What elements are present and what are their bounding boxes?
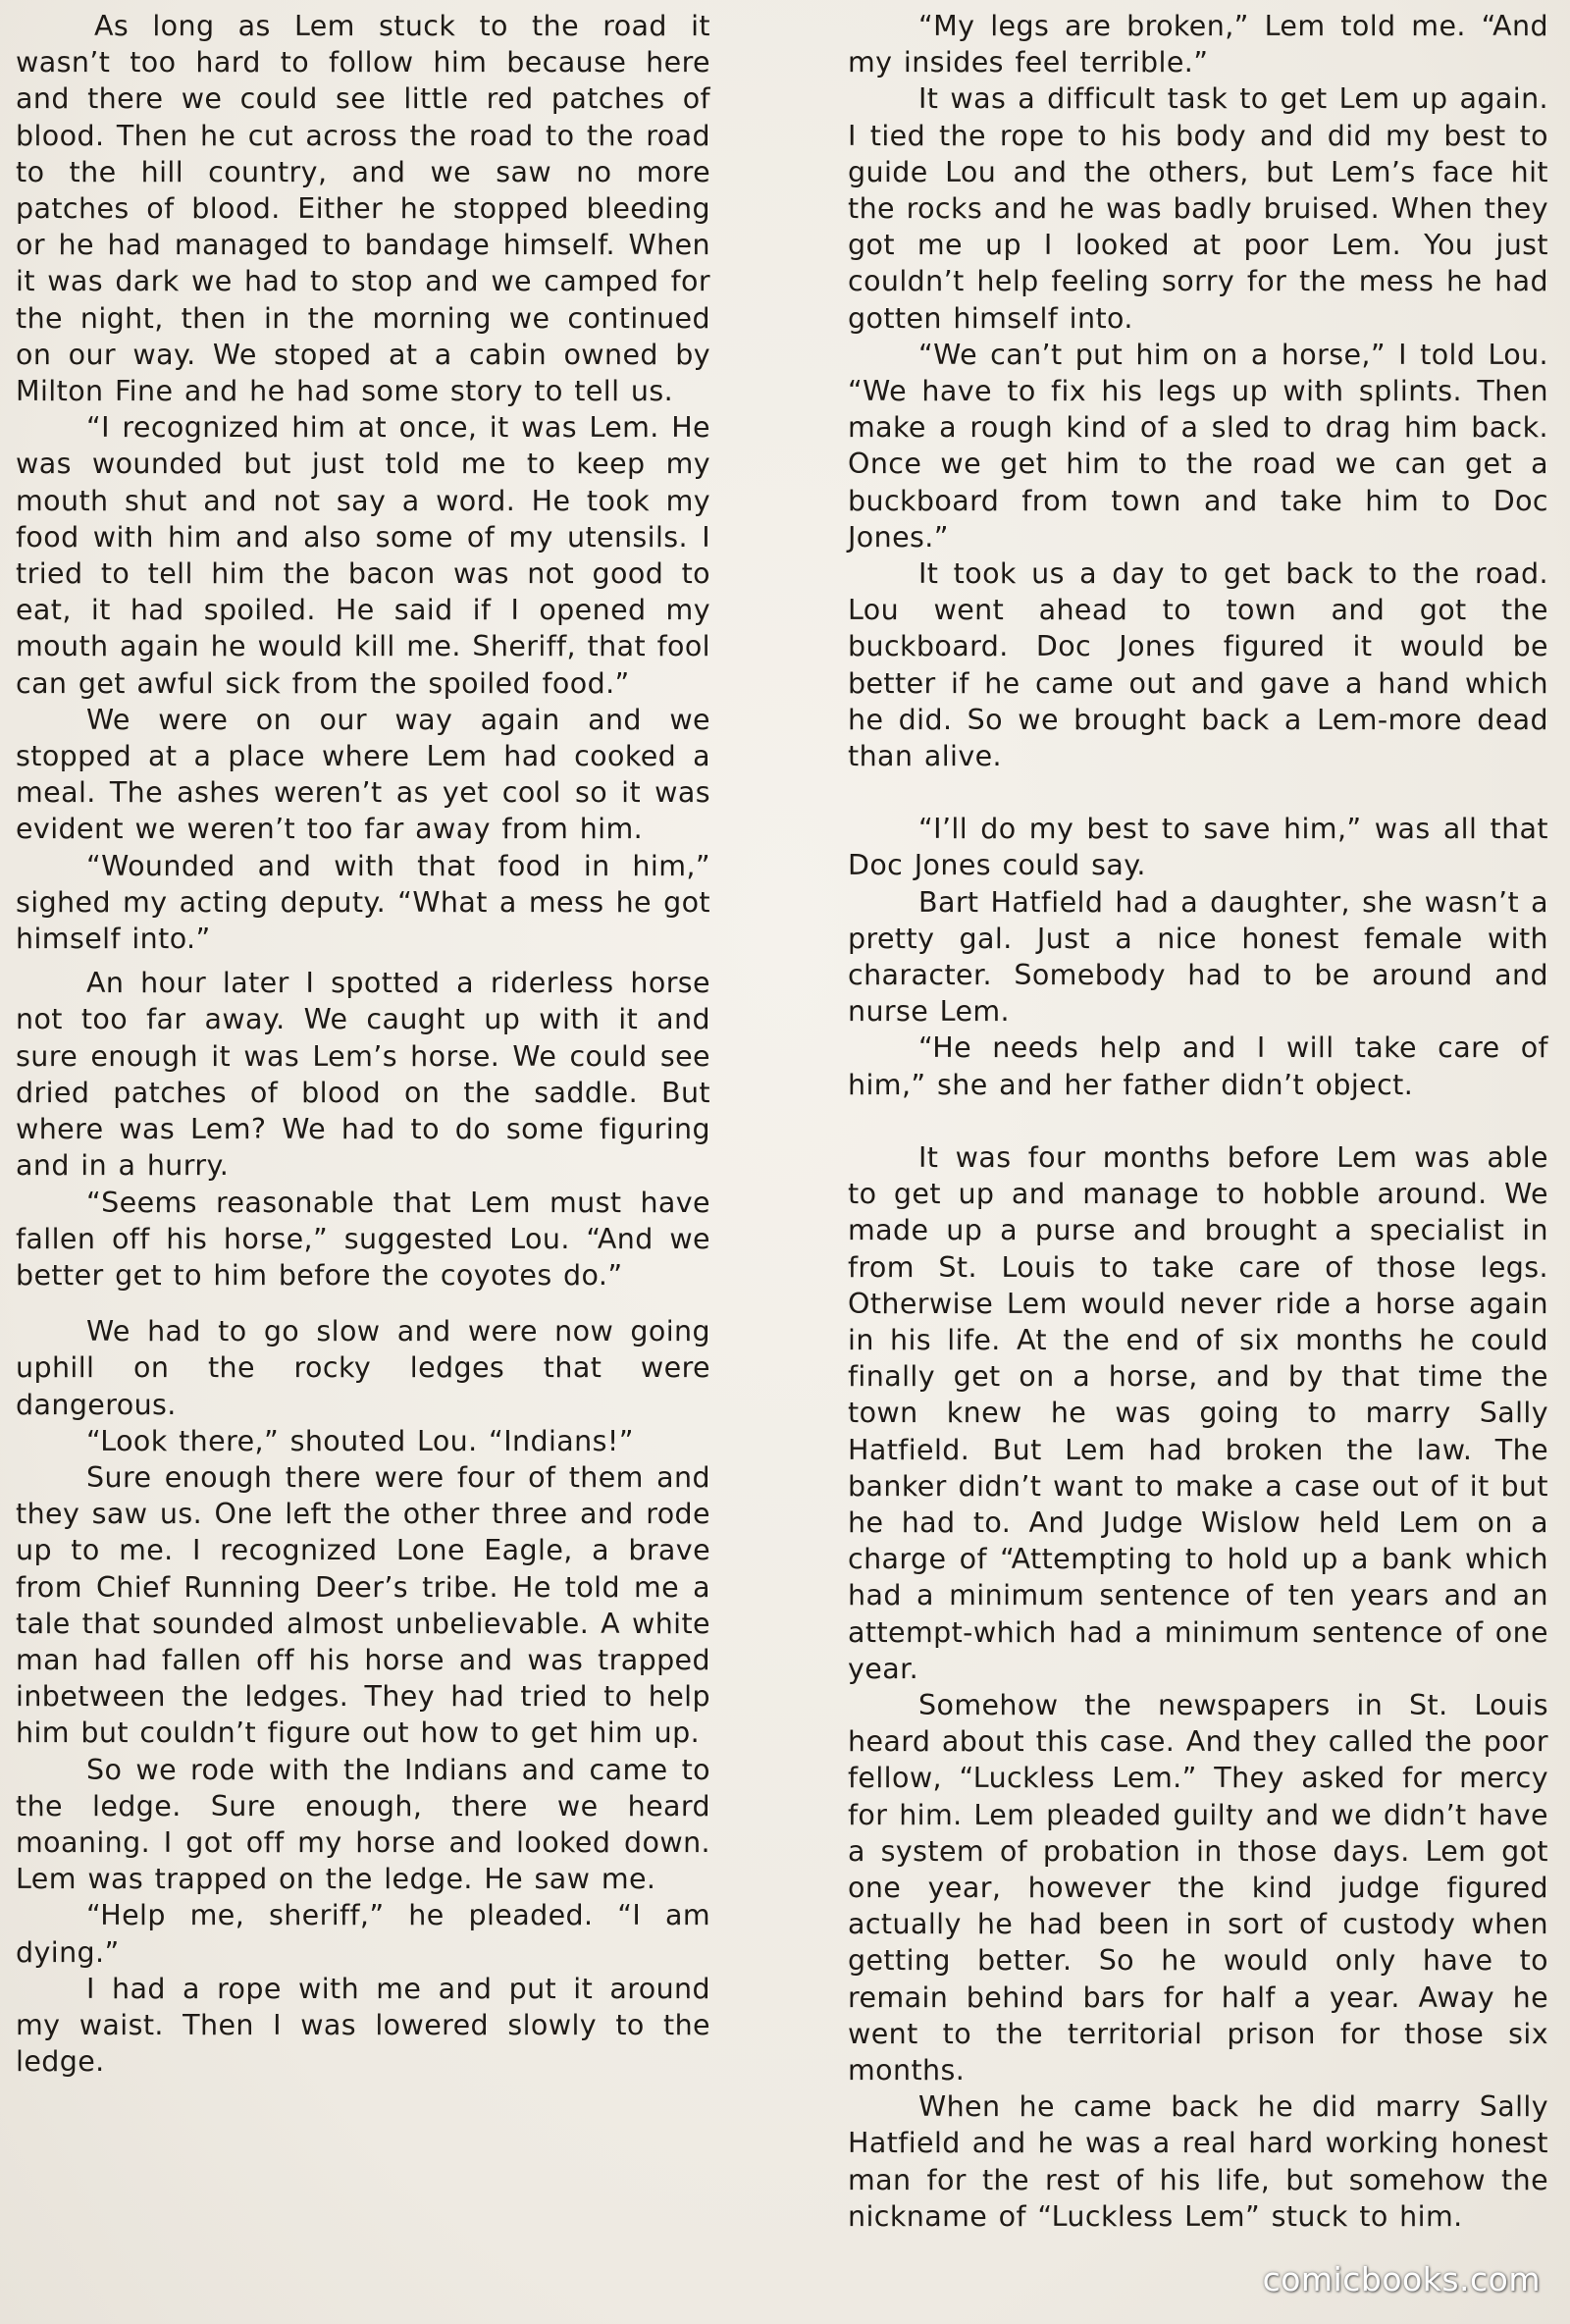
paragraph: We had to go slow and were now going uphill on the rocky ledges that were dangerous. [16,1315,710,1421]
paragraph: I had a rope with me and put it around my waist. Then I was lowered slowly to the ledge. [16,1972,710,2079]
paragraph: Sure enough there were four of them and they saw us. One left the other three and rode up to me. I recognized Lone Eagle, a brave from Chief Running Deer’s tribe. He told me a tale that sounded almost unbelievable. A white man had fallen off his horse and was trapped inbetween the ledges. They had tried to help him but couldn’t figure out how to get him up. [16,1460,710,1750]
paragraph: “Seems reasonable that Lem must have fallen off his horse,” suggested Lou. “And we better get to him before the coyotes do.” [16,1186,710,1292]
paragraph: It was four months before Lem was able to get up and manage to hobble around. We made up a purse and brought a specialist in from St. Louis to take care of those legs. Otherwise Lem would never ride a horse again in his life. At the end of six months he could finally get on a horse, and by that time the town knew he was going to marry Sally Hatfield. But Lem had broken the law. The banker didn’t want to make a case out of it but he had to. And Judge Wislow held Lem on a charge of “Attempting to hold up a bank which had a minimum sentence of ten years and an attempt-which had a minimum sentence of one year. [848,1140,1548,1685]
paragraph: It was a difficult task to get Lem up again. I tied the rope to his body and did my best to guide Lou and the others, but Lem’s face hit the rocks and he was badly bruised. When they got me up I looked at poor Lem. You just couldn’t help feeling sorry for the mess he had gotten himself into. [848,82,1548,335]
paragraph: Bart Hatfield had a daughter, she wasn’t a pretty gal. Just a nice honest female with character. Somebody had to be around and nurse Lem. [848,885,1548,1029]
paragraph: We were on our way again and we stopped at a place where Lem had cooked a meal. The ashes weren’t as yet cool so it was evident we weren’t too far away from him. [16,703,710,846]
paragraph: So we rode with the Indians and came to the ledge. Sure enough, there we heard moaning. I got off my horse and looked down. Lem was trapped on the ledge. He saw me. [16,1753,710,1896]
paragraph: An hour later I spotted a riderless horse not too far away. We caught up with it and sure enough it was Lem’s horse. We could see dried patches of blood on the saddle. But where was Lem? We had to do some figuring and in a hurry. [16,967,710,1183]
paragraph: It took us a day to get back to the road. Lou went ahead to town and got the buckboard. Doc Jones figured it would be better if he came out and gave a hand which he did. So we brought back a Lem-more dead than alive. [848,557,1548,773]
paragraph: “I recognized him at once, it was Lem. He was wounded but just told me to keep my mouth shut and not say a word. He took my food with him and also some of my utensils. I tried to tell him the bacon was not good to eat, it had spoiled. He said if I opened my mouth again he would kill me. Sheriff, that fool can get awful sick from the spoiled food.” [16,411,710,700]
site-watermark: comicbooks.com [1262,2260,1541,2298]
paragraph: As long as Lem stuck to the road it wasn’t too hard to follow him because here and there we could see little red patches of blood. Then he cut across the road to the road to the hill country, and we saw no more patches of blood. Either he stopped bleeding or he had managed to bandage himself. When it was dark we had to stop and we camped for the night, then in the morning we continued on our way. We stoped at a cabin owned by Milton Fine and he had some story to tell us. [16,10,710,408]
paragraph: “He needs help and I will take care of him,” she and her father didn’t object. [848,1031,1548,1101]
paragraph: When he came back he did marry Sally Hatfield and he was a real hard working honest man for the rest of his life, but somehow the nickname of “Luckless Lem” stuck to him. [848,2090,1548,2233]
paragraph: “My legs are broken,” Lem told me. “And my insides feel terrible.” [848,10,1548,79]
paragraph: “Help me, sheriff,” he pleaded. “I am dying.” [16,1899,710,1969]
paragraph: “Wounded and with that food in him,” sighed my acting deputy. “What a mess he got himself into.” [16,849,710,956]
right-text-column [848,8,1548,2235]
left-text-column [16,8,710,2080]
paragraph: Somehow the newspapers in St. Louis heard about this case. And they called the poor fellow, “Luckless Lem.” They asked for mercy for him. Lem pleaded guilty and we didn’t have a system of probation in those days. Lem got one year, however the kind judge figured actually he had been in sort of custody when getting better. So he would only have to remain behind bars for half a year. Away he went to the territorial prison for those six months. [848,1688,1548,2086]
paragraph: “Look there,” shouted Lou. “Indians!” [86,1424,634,1457]
paragraph: “I’ll do my best to save him,” was all that Doc Jones could say. [848,813,1548,882]
paragraph: “We can’t put him on a horse,” I told Lou. “We have to fix his legs up with splints. Then make a rough kind of a sled to drag him back. Once we get him to the road we can get a buckboard from town and take him to Doc Jones.” [848,338,1548,554]
